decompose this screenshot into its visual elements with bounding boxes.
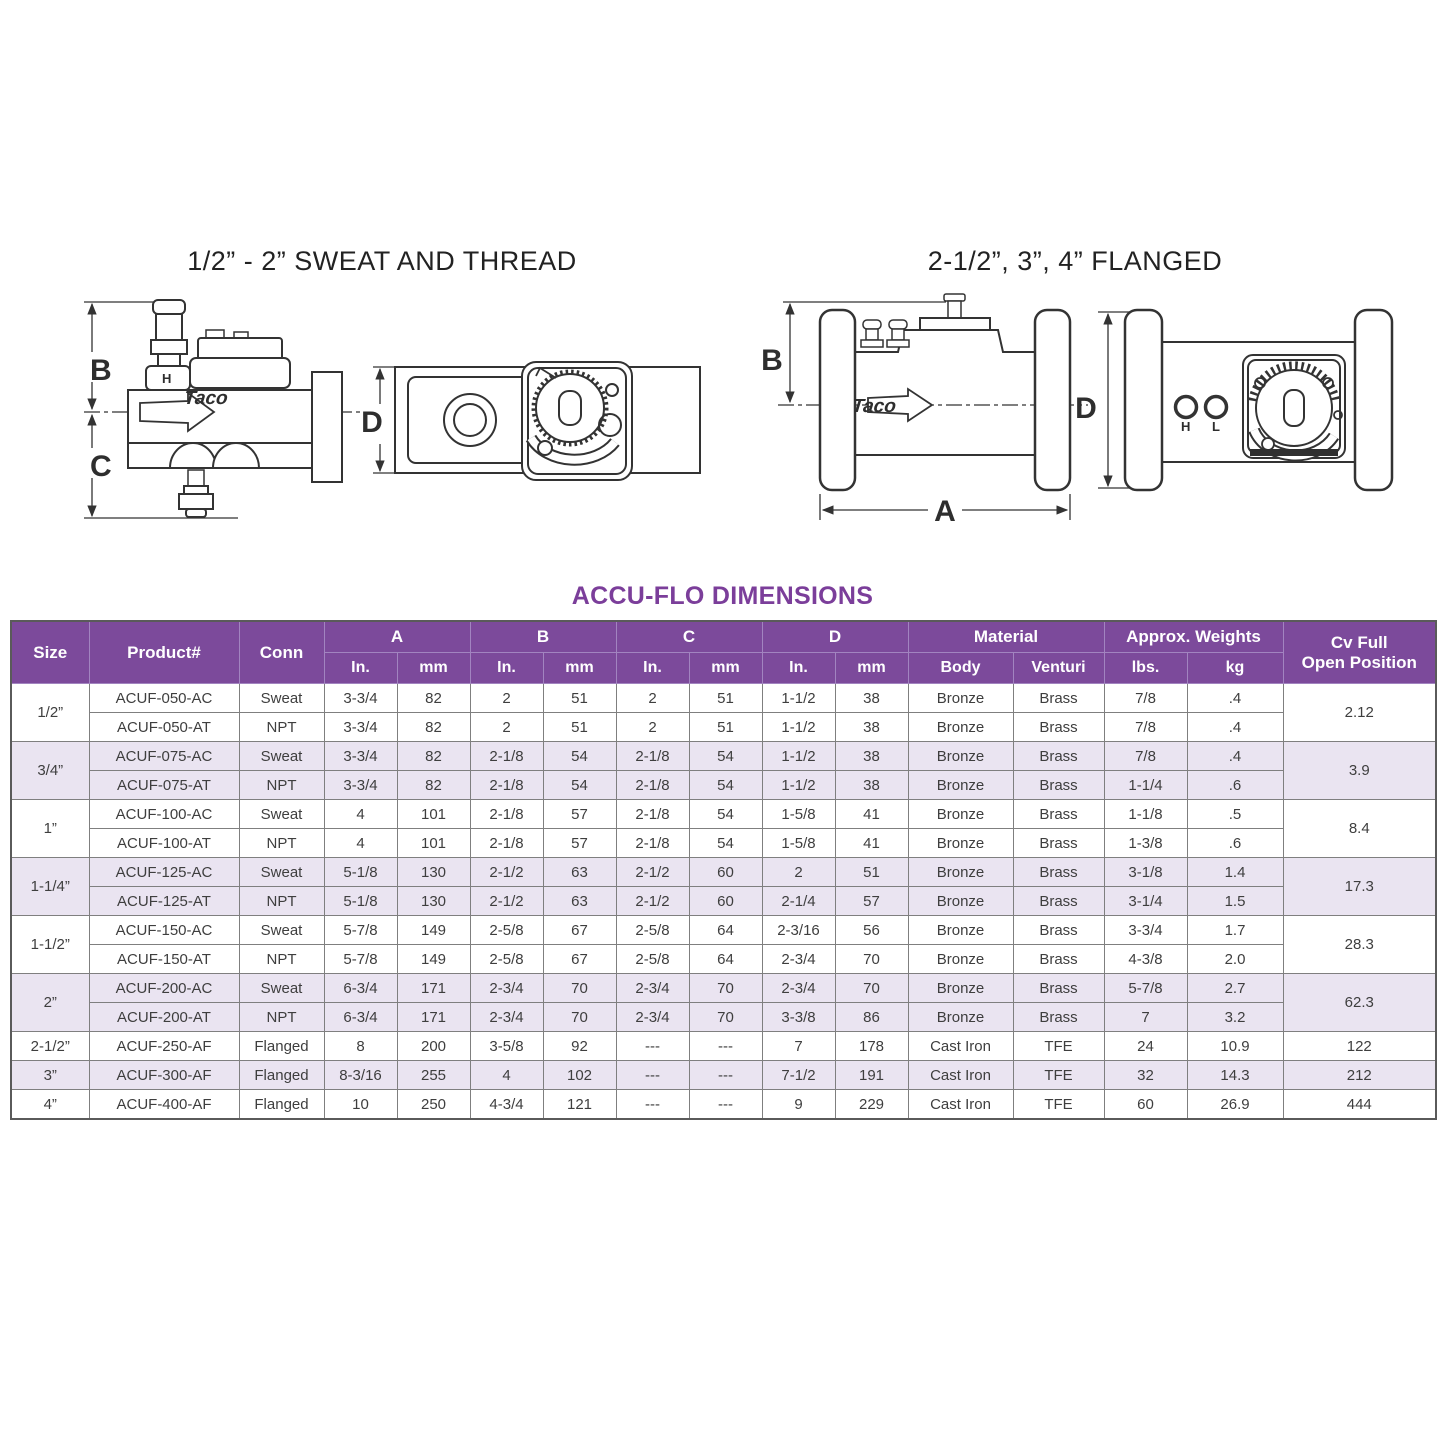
cell-b-mm: 102 <box>543 1061 616 1090</box>
cell-size: 1/2” <box>11 684 89 742</box>
cell-d-mm: 41 <box>835 829 908 858</box>
cell-conn: Sweat <box>239 684 324 713</box>
dim-label-b-flanged: B <box>761 344 783 377</box>
cell-d-in: 1-1/2 <box>762 684 835 713</box>
cell-d-mm: 38 <box>835 684 908 713</box>
cell-body: Bronze <box>908 916 1013 945</box>
col-header-dim-a: A <box>324 621 470 653</box>
cell-product: ACUF-050-AT <box>89 713 239 742</box>
cell-d-in: 2-3/4 <box>762 945 835 974</box>
cell-c-mm: 54 <box>689 800 762 829</box>
col-header-d-in: In. <box>762 653 835 684</box>
cell-a-mm: 101 <box>397 829 470 858</box>
cell-c-in: --- <box>616 1032 689 1061</box>
table-row <box>11 916 1436 945</box>
cell-kg: 14.3 <box>1187 1061 1283 1090</box>
col-header-product: Product# <box>89 621 239 684</box>
cell-b-in: 3-5/8 <box>470 1032 543 1061</box>
cell-lbs: 3-1/4 <box>1104 887 1187 916</box>
cell-conn: NPT <box>239 771 324 800</box>
cell-body: Bronze <box>908 887 1013 916</box>
cell-c-in: 2-5/8 <box>616 945 689 974</box>
cell-product: ACUF-150-AT <box>89 945 239 974</box>
cell-c-in: 2-1/2 <box>616 887 689 916</box>
cell-product: ACUF-100-AC <box>89 800 239 829</box>
cell-c-in: 2-1/8 <box>616 771 689 800</box>
dim-label-c: C <box>90 450 112 483</box>
cell-a-mm: 255 <box>397 1061 470 1090</box>
sweat-thread-heading: 1/2” - 2” SWEAT AND THREAD <box>187 246 577 276</box>
cell-a-in: 5-1/8 <box>324 858 397 887</box>
cell-b-mm: 67 <box>543 916 616 945</box>
col-header-c-mm: mm <box>689 653 762 684</box>
cell-body: Bronze <box>908 974 1013 1003</box>
cell-d-mm: 229 <box>835 1090 908 1120</box>
table-title: ACCU-FLO DIMENSIONS <box>571 582 874 610</box>
cell-cv: 3.9 <box>1283 742 1436 800</box>
cell-c-in: 2-1/8 <box>616 829 689 858</box>
cell-venturi: Brass <box>1013 829 1104 858</box>
cell-b-mm: 92 <box>543 1032 616 1061</box>
cell-conn: NPT <box>239 829 324 858</box>
cell-b-mm: 70 <box>543 1003 616 1032</box>
cell-venturi: Brass <box>1013 684 1104 713</box>
col-header-lbs: lbs. <box>1104 653 1187 684</box>
cell-c-in: 2-1/2 <box>616 858 689 887</box>
cell-b-mm: 57 <box>543 800 616 829</box>
cell-body: Cast Iron <box>908 1090 1013 1120</box>
cell-d-in: 9 <box>762 1090 835 1120</box>
cell-a-in: 4 <box>324 829 397 858</box>
dimensions-table <box>10 620 1437 1120</box>
cell-d-in: 1-1/2 <box>762 771 835 800</box>
cell-product: ACUF-300-AF <box>89 1061 239 1090</box>
cell-size: 2-1/2” <box>11 1032 89 1061</box>
cell-lbs: 7/8 <box>1104 742 1187 771</box>
table-row <box>11 945 1436 974</box>
cell-b-in: 2-3/4 <box>470 974 543 1003</box>
cell-b-in: 2-1/8 <box>470 771 543 800</box>
cell-b-in: 2-5/8 <box>470 916 543 945</box>
cell-d-mm: 70 <box>835 974 908 1003</box>
cell-body: Bronze <box>908 771 1013 800</box>
cell-a-mm: 101 <box>397 800 470 829</box>
cell-conn: Sweat <box>239 974 324 1003</box>
cell-cv: 122 <box>1283 1032 1436 1061</box>
cell-size: 2” <box>11 974 89 1032</box>
cell-d-in: 2 <box>762 858 835 887</box>
cell-b-in: 2-3/4 <box>470 1003 543 1032</box>
cell-c-in: 2-3/4 <box>616 974 689 1003</box>
cell-c-mm: 70 <box>689 974 762 1003</box>
cell-b-mm: 54 <box>543 742 616 771</box>
cell-size: 3” <box>11 1061 89 1090</box>
table-row <box>11 800 1436 829</box>
cell-body: Bronze <box>908 1003 1013 1032</box>
table-row <box>11 1090 1436 1120</box>
cell-a-mm: 250 <box>397 1090 470 1120</box>
table-row <box>11 829 1436 858</box>
cell-c-mm: 51 <box>689 713 762 742</box>
cell-b-in: 2-1/8 <box>470 800 543 829</box>
cell-venturi: Brass <box>1013 887 1104 916</box>
cell-body: Bronze <box>908 684 1013 713</box>
cell-b-mm: 57 <box>543 829 616 858</box>
cell-d-mm: 38 <box>835 771 908 800</box>
cell-lbs: 4-3/8 <box>1104 945 1187 974</box>
cell-c-in: 2-1/8 <box>616 800 689 829</box>
cell-cv: 2.12 <box>1283 684 1436 742</box>
cell-d-in: 2-1/4 <box>762 887 835 916</box>
dim-label-d-flanged: D <box>1075 392 1097 425</box>
cell-conn: Flanged <box>239 1090 324 1120</box>
cell-a-in: 3-3/4 <box>324 684 397 713</box>
table-row <box>11 684 1436 713</box>
taco-logo-flanged: Taco <box>851 396 898 417</box>
cell-cv: 62.3 <box>1283 974 1436 1032</box>
col-header-dim-c: C <box>616 621 762 653</box>
cell-a-in: 6-3/4 <box>324 974 397 1003</box>
cell-cv: 28.3 <box>1283 916 1436 974</box>
col-header-dim-b: B <box>470 621 616 653</box>
cell-d-in: 7-1/2 <box>762 1061 835 1090</box>
cell-cv: 212 <box>1283 1061 1436 1090</box>
cell-venturi: Brass <box>1013 945 1104 974</box>
cell-venturi: Brass <box>1013 713 1104 742</box>
col-header-a-mm: mm <box>397 653 470 684</box>
cell-a-in: 5-1/8 <box>324 887 397 916</box>
cell-b-in: 2-1/2 <box>470 858 543 887</box>
cell-product: ACUF-150-AC <box>89 916 239 945</box>
cell-size: 1-1/2” <box>11 916 89 974</box>
col-header-cv <box>1283 621 1436 684</box>
cell-kg: 26.9 <box>1187 1090 1283 1120</box>
cell-kg: 1.5 <box>1187 887 1283 916</box>
cv-header-line2: Open Position <box>1301 652 1417 672</box>
cell-a-mm: 130 <box>397 887 470 916</box>
cell-b-in: 2 <box>470 684 543 713</box>
port-h-label: H <box>162 371 172 386</box>
cell-size: 1-1/4” <box>11 858 89 916</box>
table-row <box>11 742 1436 771</box>
cell-b-mm: 51 <box>543 684 616 713</box>
cell-lbs: 3-1/8 <box>1104 858 1187 887</box>
cell-d-mm: 70 <box>835 945 908 974</box>
cell-kg: 1.4 <box>1187 858 1283 887</box>
col-header-a-in: In. <box>324 653 397 684</box>
cell-lbs: 7 <box>1104 1003 1187 1032</box>
cell-b-mm: 63 <box>543 887 616 916</box>
col-header-kg: kg <box>1187 653 1283 684</box>
cell-c-mm: 60 <box>689 858 762 887</box>
cell-kg: 2.0 <box>1187 945 1283 974</box>
cell-body: Bronze <box>908 713 1013 742</box>
cell-b-in: 2-1/2 <box>470 887 543 916</box>
cell-a-mm: 171 <box>397 974 470 1003</box>
cell-venturi: Brass <box>1013 742 1104 771</box>
cell-d-in: 3-3/8 <box>762 1003 835 1032</box>
cell-d-mm: 178 <box>835 1032 908 1061</box>
cell-product: ACUF-125-AC <box>89 858 239 887</box>
cell-d-mm: 51 <box>835 858 908 887</box>
col-header-c-in: In. <box>616 653 689 684</box>
table-header <box>11 621 1436 684</box>
cell-venturi: TFE <box>1013 1090 1104 1120</box>
flanged-side-view-drawing <box>760 294 1088 528</box>
cell-lbs: 7/8 <box>1104 684 1187 713</box>
cell-b-mm: 51 <box>543 713 616 742</box>
cell-kg: .5 <box>1187 800 1283 829</box>
cell-a-in: 4 <box>324 800 397 829</box>
cell-a-mm: 82 <box>397 771 470 800</box>
cell-venturi: Brass <box>1013 800 1104 829</box>
cell-a-in: 6-3/4 <box>324 1003 397 1032</box>
cell-size: 1” <box>11 800 89 858</box>
cell-kg: 1.7 <box>1187 916 1283 945</box>
cell-conn: Flanged <box>239 1032 324 1061</box>
dim-label-d-sweat: D <box>361 406 383 439</box>
cell-body: Bronze <box>908 829 1013 858</box>
cell-product: ACUF-050-AC <box>89 684 239 713</box>
cell-product: ACUF-200-AT <box>89 1003 239 1032</box>
cell-c-in: 2 <box>616 713 689 742</box>
cell-b-in: 2-1/8 <box>470 829 543 858</box>
col-header-body: Body <box>908 653 1013 684</box>
cell-d-mm: 191 <box>835 1061 908 1090</box>
cell-c-mm: 54 <box>689 742 762 771</box>
cell-product: ACUF-250-AF <box>89 1032 239 1061</box>
cell-c-in: 2-3/4 <box>616 1003 689 1032</box>
cell-body: Bronze <box>908 858 1013 887</box>
table-row <box>11 1003 1436 1032</box>
cell-body: Cast Iron <box>908 1061 1013 1090</box>
cell-c-in: --- <box>616 1090 689 1120</box>
cell-a-mm: 171 <box>397 1003 470 1032</box>
cell-conn: Sweat <box>239 800 324 829</box>
sweat-end-view-drawing <box>361 362 700 480</box>
cell-lbs: 1-3/8 <box>1104 829 1187 858</box>
cell-conn: NPT <box>239 713 324 742</box>
cell-d-mm: 38 <box>835 713 908 742</box>
cell-cv: 8.4 <box>1283 800 1436 858</box>
cell-c-mm: 51 <box>689 684 762 713</box>
cell-kg: .4 <box>1187 713 1283 742</box>
sweat-side-view-drawing <box>83 300 360 518</box>
cell-d-in: 1-1/2 <box>762 742 835 771</box>
cell-c-mm: 54 <box>689 829 762 858</box>
cell-lbs: 7/8 <box>1104 713 1187 742</box>
cell-c-in: 2 <box>616 684 689 713</box>
cell-a-in: 5-7/8 <box>324 945 397 974</box>
cell-lbs: 1-1/4 <box>1104 771 1187 800</box>
cell-lbs: 5-7/8 <box>1104 974 1187 1003</box>
cell-venturi: Brass <box>1013 916 1104 945</box>
col-header-weights: Approx. Weights <box>1104 621 1283 653</box>
port-h-label-flanged: H <box>1181 419 1191 434</box>
table-row <box>11 887 1436 916</box>
cell-d-mm: 56 <box>835 916 908 945</box>
col-header-size: Size <box>11 621 89 684</box>
cell-product: ACUF-100-AT <box>89 829 239 858</box>
cell-venturi: Brass <box>1013 771 1104 800</box>
cell-d-mm: 57 <box>835 887 908 916</box>
cell-kg: 2.7 <box>1187 974 1283 1003</box>
cell-a-in: 3-3/4 <box>324 771 397 800</box>
col-header-d-mm: mm <box>835 653 908 684</box>
cell-d-in: 1-5/8 <box>762 800 835 829</box>
cell-a-in: 3-3/4 <box>324 713 397 742</box>
col-header-conn: Conn <box>239 621 324 684</box>
table-row <box>11 974 1436 1003</box>
cell-kg: .6 <box>1187 829 1283 858</box>
cell-venturi: Brass <box>1013 858 1104 887</box>
col-header-dim-d: D <box>762 621 908 653</box>
cell-c-mm: 64 <box>689 945 762 974</box>
cell-kg: .6 <box>1187 771 1283 800</box>
port-l-label-flanged: L <box>1212 419 1220 434</box>
cell-product: ACUF-075-AT <box>89 771 239 800</box>
taco-logo: Taco <box>183 388 229 409</box>
cell-b-mm: 70 <box>543 974 616 1003</box>
table-row <box>11 858 1436 887</box>
cell-b-in: 4-3/4 <box>470 1090 543 1120</box>
flanged-heading: 2-1/2”, 3”, 4” FLANGED <box>927 246 1223 276</box>
cell-d-in: 2-3/16 <box>762 916 835 945</box>
cell-kg: .4 <box>1187 684 1283 713</box>
cell-body: Bronze <box>908 800 1013 829</box>
cell-a-in: 3-3/4 <box>324 742 397 771</box>
flanged-end-view-drawing <box>1075 310 1392 490</box>
cell-b-in: 2-1/8 <box>470 742 543 771</box>
cell-d-in: 2-3/4 <box>762 974 835 1003</box>
cell-venturi: TFE <box>1013 1032 1104 1061</box>
cell-a-mm: 200 <box>397 1032 470 1061</box>
cell-a-mm: 130 <box>397 858 470 887</box>
cell-b-in: 2-5/8 <box>470 945 543 974</box>
cell-venturi: Brass <box>1013 1003 1104 1032</box>
cell-b-mm: 121 <box>543 1090 616 1120</box>
cv-header-line1: Cv Full <box>1330 632 1388 652</box>
cell-conn: Flanged <box>239 1061 324 1090</box>
cell-b-in: 4 <box>470 1061 543 1090</box>
cell-d-in: 7 <box>762 1032 835 1061</box>
dim-label-b: B <box>90 354 112 387</box>
cell-a-in: 5-7/8 <box>324 916 397 945</box>
cell-lbs: 60 <box>1104 1090 1187 1120</box>
cell-kg: .4 <box>1187 742 1283 771</box>
cell-a-in: 8 <box>324 1032 397 1061</box>
cell-conn: Sweat <box>239 916 324 945</box>
cell-conn: NPT <box>239 887 324 916</box>
cell-conn: Sweat <box>239 858 324 887</box>
dimensions-table-body <box>11 684 1436 1120</box>
cell-d-mm: 86 <box>835 1003 908 1032</box>
cell-conn: NPT <box>239 945 324 974</box>
cell-product: ACUF-125-AT <box>89 887 239 916</box>
technical-drawings <box>0 285 1445 535</box>
cell-size: 3/4” <box>11 742 89 800</box>
cell-conn: NPT <box>239 1003 324 1032</box>
cell-a-mm: 149 <box>397 916 470 945</box>
cell-a-mm: 82 <box>397 713 470 742</box>
cell-a-in: 10 <box>324 1090 397 1120</box>
cell-a-mm: 82 <box>397 742 470 771</box>
cell-c-in: 2-1/8 <box>616 742 689 771</box>
col-header-b-in: In. <box>470 653 543 684</box>
col-header-material: Material <box>908 621 1104 653</box>
cell-c-mm: --- <box>689 1032 762 1061</box>
cell-c-in: 2-5/8 <box>616 916 689 945</box>
cell-product: ACUF-075-AC <box>89 742 239 771</box>
cell-cv: 444 <box>1283 1090 1436 1120</box>
col-header-venturi: Venturi <box>1013 653 1104 684</box>
cell-lbs: 1-1/8 <box>1104 800 1187 829</box>
cell-a-mm: 149 <box>397 945 470 974</box>
cell-d-in: 1-1/2 <box>762 713 835 742</box>
cell-d-in: 1-5/8 <box>762 829 835 858</box>
table-row <box>11 713 1436 742</box>
cell-c-mm: --- <box>689 1090 762 1120</box>
cell-venturi: TFE <box>1013 1061 1104 1090</box>
cell-kg: 10.9 <box>1187 1032 1283 1061</box>
cell-lbs: 3-3/4 <box>1104 916 1187 945</box>
dim-label-a: A <box>934 495 956 528</box>
cell-product: ACUF-400-AF <box>89 1090 239 1120</box>
cell-kg: 3.2 <box>1187 1003 1283 1032</box>
cell-lbs: 24 <box>1104 1032 1187 1061</box>
col-header-b-mm: mm <box>543 653 616 684</box>
cell-c-mm: 70 <box>689 1003 762 1032</box>
cell-a-mm: 82 <box>397 684 470 713</box>
cell-conn: Sweat <box>239 742 324 771</box>
cell-b-mm: 67 <box>543 945 616 974</box>
cell-c-mm: 60 <box>689 887 762 916</box>
cell-body: Bronze <box>908 945 1013 974</box>
cell-c-mm: 54 <box>689 771 762 800</box>
cell-c-in: --- <box>616 1061 689 1090</box>
cell-product: ACUF-200-AC <box>89 974 239 1003</box>
cell-c-mm: 64 <box>689 916 762 945</box>
cell-body: Cast Iron <box>908 1032 1013 1061</box>
cell-c-mm: --- <box>689 1061 762 1090</box>
table-row <box>11 771 1436 800</box>
table-row <box>11 1061 1436 1090</box>
cell-size: 4” <box>11 1090 89 1120</box>
cell-b-mm: 63 <box>543 858 616 887</box>
table-row <box>11 1032 1436 1061</box>
cell-b-mm: 54 <box>543 771 616 800</box>
cell-d-mm: 38 <box>835 742 908 771</box>
cell-d-mm: 41 <box>835 800 908 829</box>
cell-venturi: Brass <box>1013 974 1104 1003</box>
cell-a-in: 8-3/16 <box>324 1061 397 1090</box>
cell-body: Bronze <box>908 742 1013 771</box>
cell-lbs: 32 <box>1104 1061 1187 1090</box>
cell-cv: 17.3 <box>1283 858 1436 916</box>
cell-b-in: 2 <box>470 713 543 742</box>
